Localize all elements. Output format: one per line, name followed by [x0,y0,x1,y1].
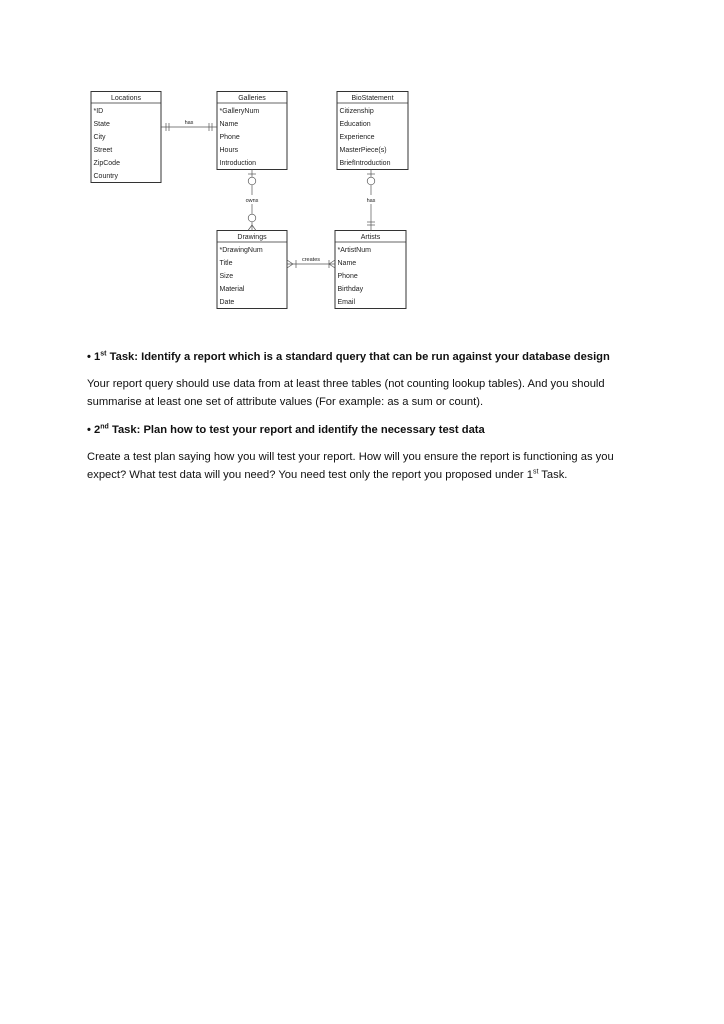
attribute: Street [93,147,113,154]
entity-galleries [217,92,287,170]
task-1-heading [87,349,647,367]
bullet: • [87,424,91,436]
attribute: ZipCode [93,160,120,167]
attribute: Citizenship [339,108,374,115]
attribute: Material [219,286,245,293]
task-heading-text: Task: Plan how to test your report and identify the necessary test data [111,424,485,436]
relation-galleries-drawings [246,170,259,231]
task-ordinal: 1 [94,351,101,363]
task-heading-text: Task: Identify a report which is a standard query that can be run against your database design [109,351,610,363]
attribute: *DrawingNum [219,247,263,254]
attribute: Birthday [337,286,364,293]
attribute: Education [339,121,371,128]
relation-label: has [184,120,194,126]
relation-label: creates [301,257,321,263]
task-ordinal: 2 [94,424,101,436]
attribute: Title [219,260,233,267]
attribute: State [93,121,110,128]
attribute: Introduction [219,160,257,167]
entity-title: Artists [360,234,381,241]
ordinal-suffix: st [532,467,539,475]
attribute: Name [337,260,357,267]
attribute: BriefIntroduction [339,160,391,167]
task-2-heading [87,422,647,440]
relation-artists-drawings [287,257,335,268]
relation-locations-galleries [161,120,217,131]
attribute: Size [219,273,234,280]
attribute: Country [93,173,119,180]
attribute: MasterPiece(s) [339,147,387,154]
entity-drawings [217,231,287,309]
attribute: *GalleryNum [219,108,260,115]
er-diagram [0,0,724,340]
attribute: Date [219,299,235,306]
relation-label: owns [245,198,259,204]
attribute: Name [219,121,239,128]
entity-title: Galleries [238,95,266,102]
relation-label: has [366,198,376,204]
attribute: *ID [93,108,104,115]
task-2-description [87,449,647,484]
entity-locations [91,92,161,183]
attribute: Experience [339,134,375,141]
attribute: City [93,134,106,141]
entity-title: Locations [111,95,141,102]
ordinal-suffix: nd [100,423,109,431]
relation-bio-artists [367,170,376,231]
entity-artists [335,231,406,309]
attribute: Hours [219,147,239,154]
task-1-description [87,376,647,411]
paragraph: Create a test plan saying how you will test your report. How will you ensure the report is functioning as you expect? What test data will you need? You need test only the report you proposed under 1 [87,451,614,481]
paragraph: Your report query should use data from at least three tables (not counting lookup tables). And you should summarise at least one set of attribute values (For example: as a sum or count). [87,378,605,408]
attribute: Phone [337,273,358,280]
entity-title: BioStatement [351,95,394,102]
bullet: • [87,351,91,363]
entity-title: Drawings [237,234,267,241]
attribute: *ArtistNum [337,247,371,254]
ordinal-suffix: st [100,350,107,358]
attribute: Email [337,299,356,306]
paragraph-tail: Task. [538,468,568,481]
attribute: Phone [219,134,240,141]
entity-biostatement [337,92,408,170]
